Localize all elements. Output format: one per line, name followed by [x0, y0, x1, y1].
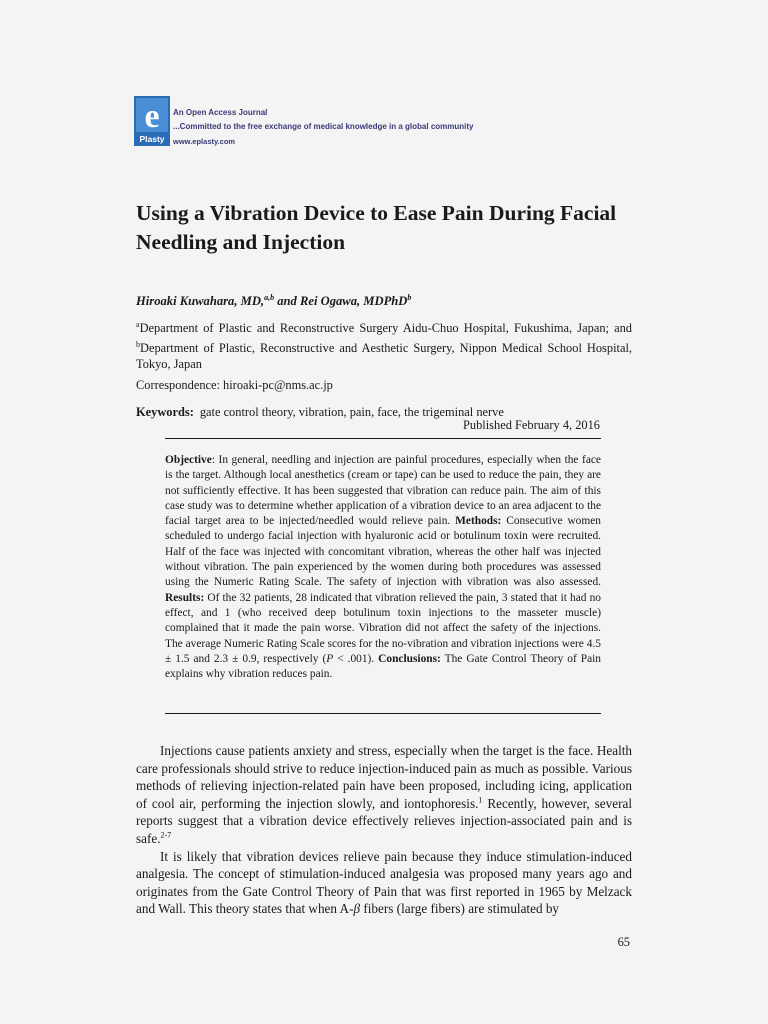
keywords-label: Keywords:	[136, 405, 194, 419]
objective-text: : In general, needling and injection are painful procedures, especially when the face is the target. Although local anesthetics (cream or tape) can be used to reduce the pain, they are not sufficiently effective. It has been suggested that vibration can reduce pain. The aim of this case study was to determine whether application of a vibration device to an area adjacent to the facial target area to be injected/needled would relieve pain.	[165, 454, 601, 528]
affil-a: Department of Plastic and Reconstructive Surgery Aidu-Chuo Hospital, Fukushima, Japan; and	[139, 321, 632, 336]
svg-text:e: e	[144, 98, 160, 135]
logo-text: Plasty	[139, 134, 165, 144]
abstract-top-rule	[165, 438, 601, 439]
keywords-text: gate control theory, vibration, pain, face, the trigeminal nerve	[199, 405, 504, 419]
paragraph-1-text-b: Recently, however, several reports suggest that a vibration device effectively relieves injection-associated pain and is safe.	[136, 795, 632, 846]
citation-2: 2-7	[160, 830, 172, 840]
conclusions-label: Conclusions:	[378, 652, 441, 665]
keywords	[136, 405, 504, 420]
citation-1: 1	[478, 795, 483, 805]
author-list	[136, 293, 411, 309]
article-title: Using a Vibration Device to Ease Pain During Facial Needling and Injection	[136, 201, 617, 254]
affil-b: Department of Plastic, Reconstructive and Aesthetic Surgery, Nippon Medical School Hospital, Tokyo, Japan	[136, 340, 632, 372]
author-1-affil: a,b	[264, 293, 275, 302]
conclusions-text: The Gate Control Theory of Pain explains why vibration reduces pain.	[165, 652, 601, 681]
paragraph-2-text-a: It is likely that vibration devices relieve pain because they induce stimulation-induced analgesia. The concept of stimulation-induced analgesia was proposed many years ago and originates from the Gate Control Theory of Pain that was first reported in 1965 by Melzack and Wall. This theory states that when A-	[136, 848, 632, 917]
results-label: Results:	[165, 591, 205, 604]
page-number: 65	[617, 935, 630, 949]
objective-label: Objective	[165, 454, 212, 466]
eplasty-logo	[134, 96, 170, 146]
affiliations	[136, 317, 632, 373]
paragraph-2	[136, 848, 632, 918]
published-date: Published February 4, 2016	[463, 418, 600, 432]
affil-b-mark: b	[136, 339, 140, 349]
author-2: and Rei Ogawa, MDPhD	[274, 294, 408, 309]
paragraph-1-text-a: Injections cause patients anxiety and stress, especially when the target is the face. Health care professionals should strive to reduce injection-induced pain as much as possible. Various methods of relieving injection-related pain have been proposed, including icing, application of cool air, performing the injection slowly, and iontophoresis.	[136, 743, 632, 811]
methods-text: Consecutive women scheduled to undergo facial injection with hyaluronic acid or botulinum toxin were recruited. Half of the face was injected with concomitant vibration, whereas the other half was injected without vibration. The pain experienced by the women during both procedures was assessed using the Numeric Rating Scale. The safety of injection with vibration was also assessed.	[165, 515, 601, 589]
body-text	[136, 742, 632, 918]
methods-label: Methods:	[455, 515, 502, 528]
beta-symbol: β	[353, 901, 361, 917]
journal-url: www.eplasty.com	[173, 137, 236, 146]
journal-tagline: An Open Access Journal	[173, 108, 268, 117]
abstract	[165, 453, 601, 682]
journal-motto: ...Committed to the free exchange of medical knowledge in a global community	[173, 122, 474, 131]
p-value-symbol: P	[326, 652, 334, 665]
paragraph-1	[136, 742, 632, 848]
author-2-affil: b	[407, 293, 412, 302]
paragraph-2-text-b: fibers (large fibers) are stimulated by	[360, 901, 560, 917]
correspondence: Correspondence: hiroaki-pc@nms.ac.jp	[136, 378, 333, 392]
author-1: Hiroaki Kuwahara, MD,	[136, 294, 265, 309]
affil-a-mark: a	[136, 320, 140, 329]
results-text: Of the 32 patients, 28 indicated that vibration relieved the pain, 3 stated that it had no effect, and 1 (who received deep botulinum toxin injections to the masseter muscle) complained that it made the pain worse. Vibration did not affect the safety of the injections. The average Numeric Rating Scale scores for the no-vibration and vibration injections were 4.5 ± 1.5 and 2.3 ± 0.9, respectively (	[165, 591, 601, 665]
p-value-text: < .001).	[333, 652, 379, 665]
abstract-bottom-rule	[165, 713, 601, 714]
